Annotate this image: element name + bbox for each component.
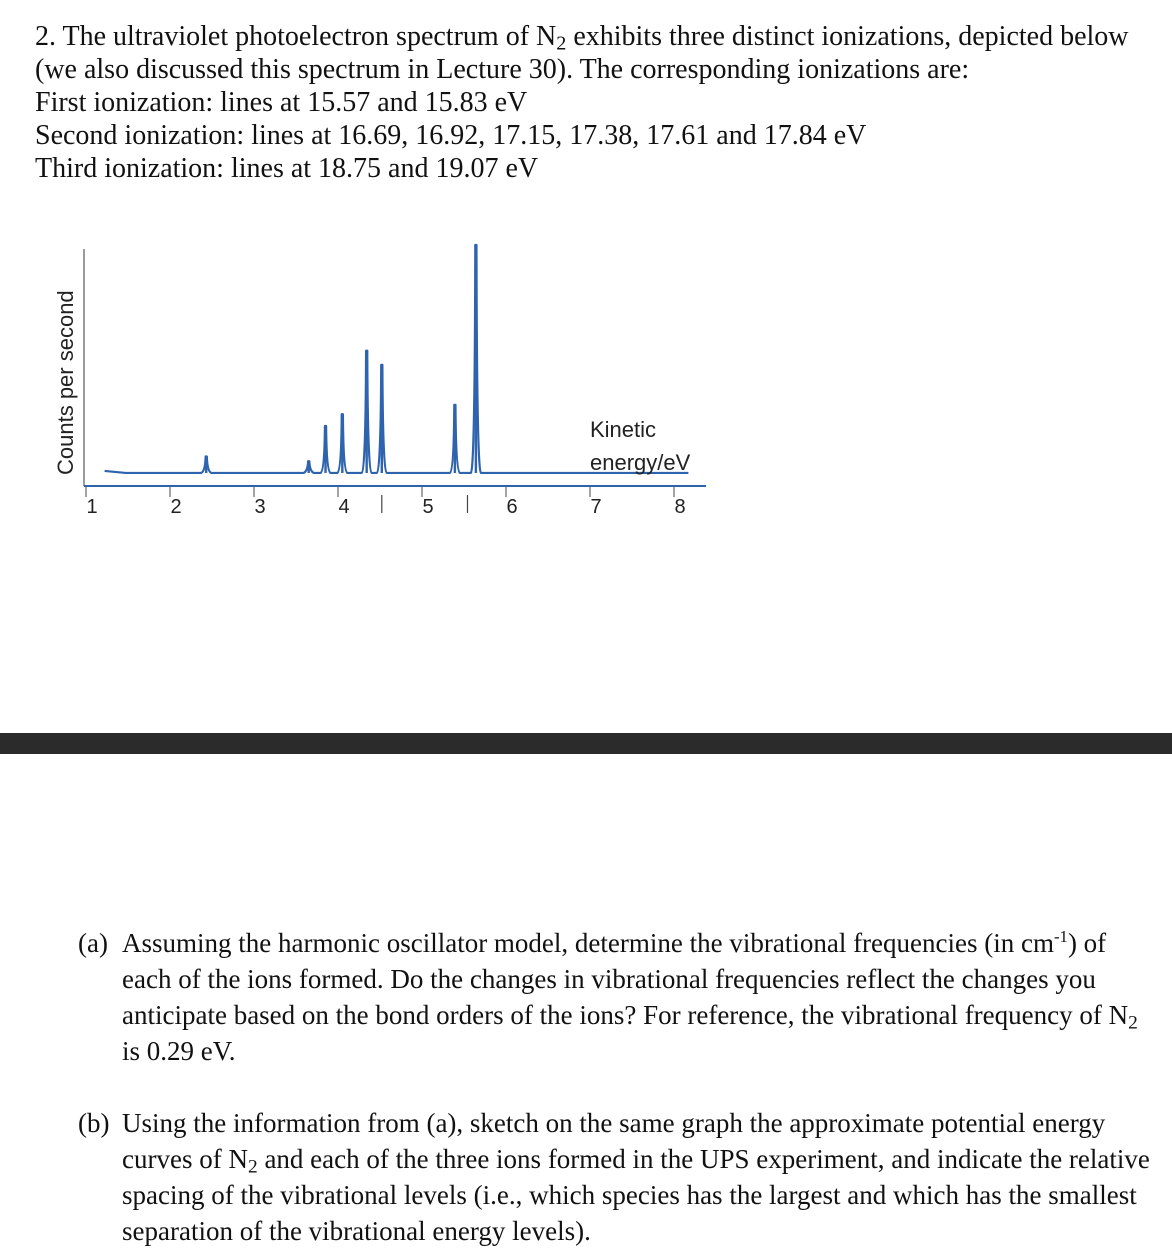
question-intro <box>35 20 1145 185</box>
ups-spectrum-chart <box>0 225 760 530</box>
first-ionization-line: First ionization: lines at 15.57 and 15.83 eV <box>35 87 528 118</box>
third-ionization-line: Third ionization: lines at 18.75 and 19.07 eV <box>35 153 539 184</box>
intro-text-2: exhibits three distinct ionizations, depicted below (we also discussed this spectrum in Lecture 30). The corresponding ionizations are: <box>35 21 1129 85</box>
x-tick-label: 2 <box>170 496 182 518</box>
x-axis-label-line2: energy/eV <box>590 450 691 475</box>
part-a-subscript: 2 <box>1128 1012 1138 1034</box>
part-b-label: (b) <box>78 1108 110 1138</box>
part-a-text-2: ) of each of the ions formed. Do the changes in vibrational frequencies reflect the changes you anticipate based on the bond orders of the ions? For reference, the vibrational frequency of N <box>122 928 1129 1030</box>
intro-text-1: The ultraviolet photoelectron spectrum of N <box>62 21 557 52</box>
part-b-subscript: 2 <box>247 1156 258 1178</box>
intro-paragraph <box>35 20 1145 86</box>
part-b <box>78 1105 1153 1249</box>
part-a-text-1: Assuming the harmonic oscillator model, determine the vibrational frequencies (in cm <box>122 928 1054 958</box>
part-a-superscript: -1 <box>1053 926 1068 946</box>
section-divider <box>0 733 1172 754</box>
part-a-text-3: is 0.29 eV. <box>122 1036 236 1066</box>
x-tick-label: 7 <box>590 496 602 518</box>
x-tick-label: 5 <box>422 496 434 518</box>
x-tick-label: 6 <box>506 496 518 518</box>
x-tick-label: 1 <box>86 496 98 518</box>
x-tick-label: 8 <box>674 496 686 518</box>
part-a-label: (a) <box>78 928 108 958</box>
y-axis-label: Counts per second <box>53 290 78 475</box>
x-axis-label-line1: Kinetic <box>590 417 657 442</box>
second-ionization-line: Second ionization: lines at 16.69, 16.92, 17.15, 17.38, 17.61 and 17.84 eV <box>35 120 867 151</box>
part-a-text <box>122 925 1153 1069</box>
part-b-text-2: and each of the three ions formed in the UPS experiment, and indicate the relative spacing of the vibrational levels (i.e., which species has the largest and which has the smallest separation of the vibrational energy levels). <box>122 1144 1150 1246</box>
part-b-text-1: Using the information from (a), sketch on the same graph the approximate potential energy curves of N <box>122 1108 1106 1174</box>
x-tick-label: 3 <box>254 496 266 518</box>
question-number: 2. <box>35 21 56 52</box>
intro-subscript: 2 <box>556 32 567 55</box>
part-b-text <box>122 1105 1153 1249</box>
part-a <box>78 925 1153 1069</box>
x-tick-label: 4 <box>338 496 350 518</box>
